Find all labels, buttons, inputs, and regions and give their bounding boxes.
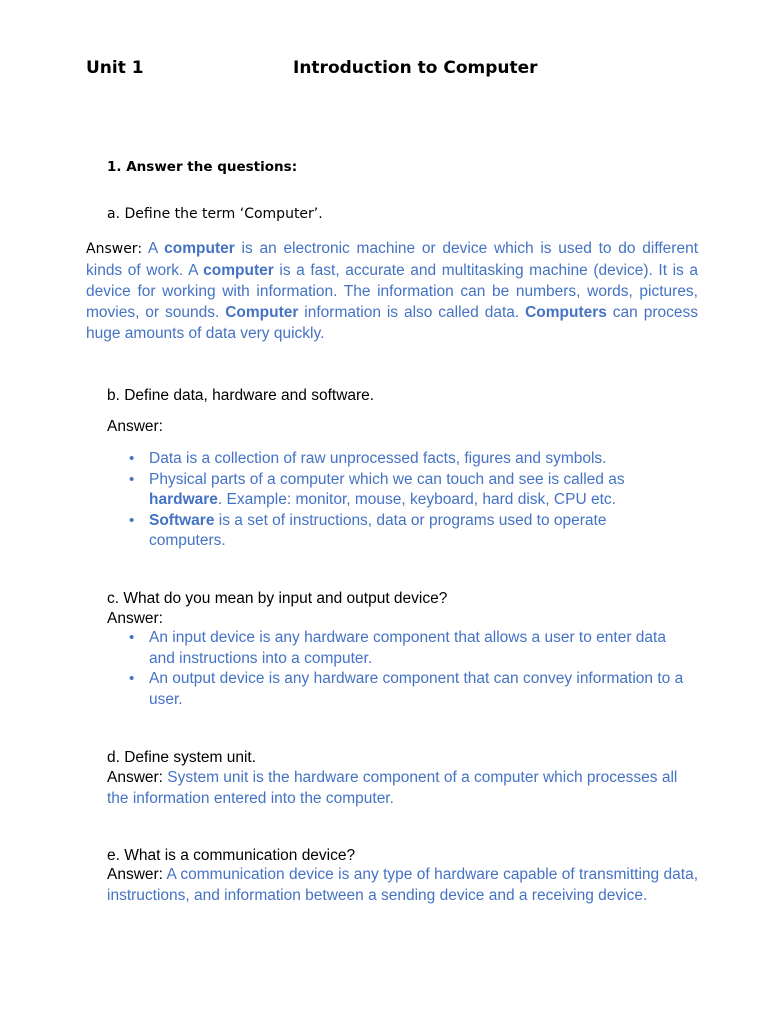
answer-a-keyword-3: Computer <box>225 304 299 321</box>
answer-c-item-2: An output device is any hardware component that can convey information to a user. <box>149 670 684 708</box>
question-d: d. Define system unit. <box>107 749 257 766</box>
answer-c-item-1: An input device is any hardware component that allows a user to enter data and instructions into a computer. <box>149 629 666 667</box>
list-item <box>128 628 688 669</box>
question-a: a. Define the term ‘Computer’. <box>107 206 323 222</box>
answer-a-text-3: is a fast, accurate and multitasking machine (device). It is a device for working with information. The information can be numbers, words, pictures, movies, or sounds. <box>86 262 699 321</box>
answer-b-item-1: Data is a collection of raw unprocessed facts, figures and symbols. <box>149 450 607 467</box>
answer-b-item-3-text: is a set of instructions, data or programs used to operate computers. <box>149 511 607 549</box>
answer-d-label: Answer: <box>107 769 163 786</box>
unit-label: Unit 1 <box>86 58 144 78</box>
answer-d <box>107 767 702 809</box>
question-b: b. Define data, hardware and software. <box>107 387 375 404</box>
answer-a-text-4: information is also called data. <box>298 304 526 321</box>
answer-a-keyword-4: Computers <box>525 304 607 321</box>
answer-b-item-2-text: Physical parts of a computer which we can touch and see is called as <box>149 470 625 488</box>
answer-a-keyword-2: computer <box>203 262 274 279</box>
page-title: Introduction to Computer <box>293 58 538 78</box>
list-item <box>128 470 688 511</box>
answer-b-item-2-rest: . Example: monitor, mouse, keyboard, hard disk, CPU etc. <box>217 491 616 508</box>
list-item <box>128 449 688 470</box>
answer-a-text-1: A <box>142 240 165 257</box>
question-c: c. What do you mean by input and output device? <box>107 590 448 607</box>
answer-a-label: Answer: <box>86 241 143 257</box>
answer-b-list <box>128 449 688 552</box>
answer-e <box>107 864 698 906</box>
answer-c-list <box>128 628 688 710</box>
section-heading: 1. Answer the questions: <box>107 159 298 175</box>
answer-a <box>86 238 698 344</box>
answer-a-text-5: can process huge amounts of data very quickly. <box>86 304 698 342</box>
answer-b-item-2-keyword: hardware <box>149 491 218 508</box>
answer-b-item-3-keyword: Software <box>149 511 215 529</box>
answer-e-text: A communication device is any type of hardware capable of transmitting data, instructions, and information between a sending device and a receiving device. <box>107 866 698 904</box>
question-e: e. What is a communication device? <box>107 847 356 864</box>
list-item <box>128 669 688 710</box>
answer-a-text-2: is an electronic machine or device which is used to do different kinds of work. A <box>86 240 698 279</box>
answer-b-label: Answer: <box>107 418 163 435</box>
answer-e-label: Answer: <box>107 866 163 883</box>
answer-d-text: System unit is the hardware component of a computer which processes all the information entered into the computer. <box>107 769 678 807</box>
answer-a-keyword-1: computer <box>164 240 235 257</box>
answer-c-label: Answer: <box>107 610 163 627</box>
list-item <box>128 511 649 552</box>
